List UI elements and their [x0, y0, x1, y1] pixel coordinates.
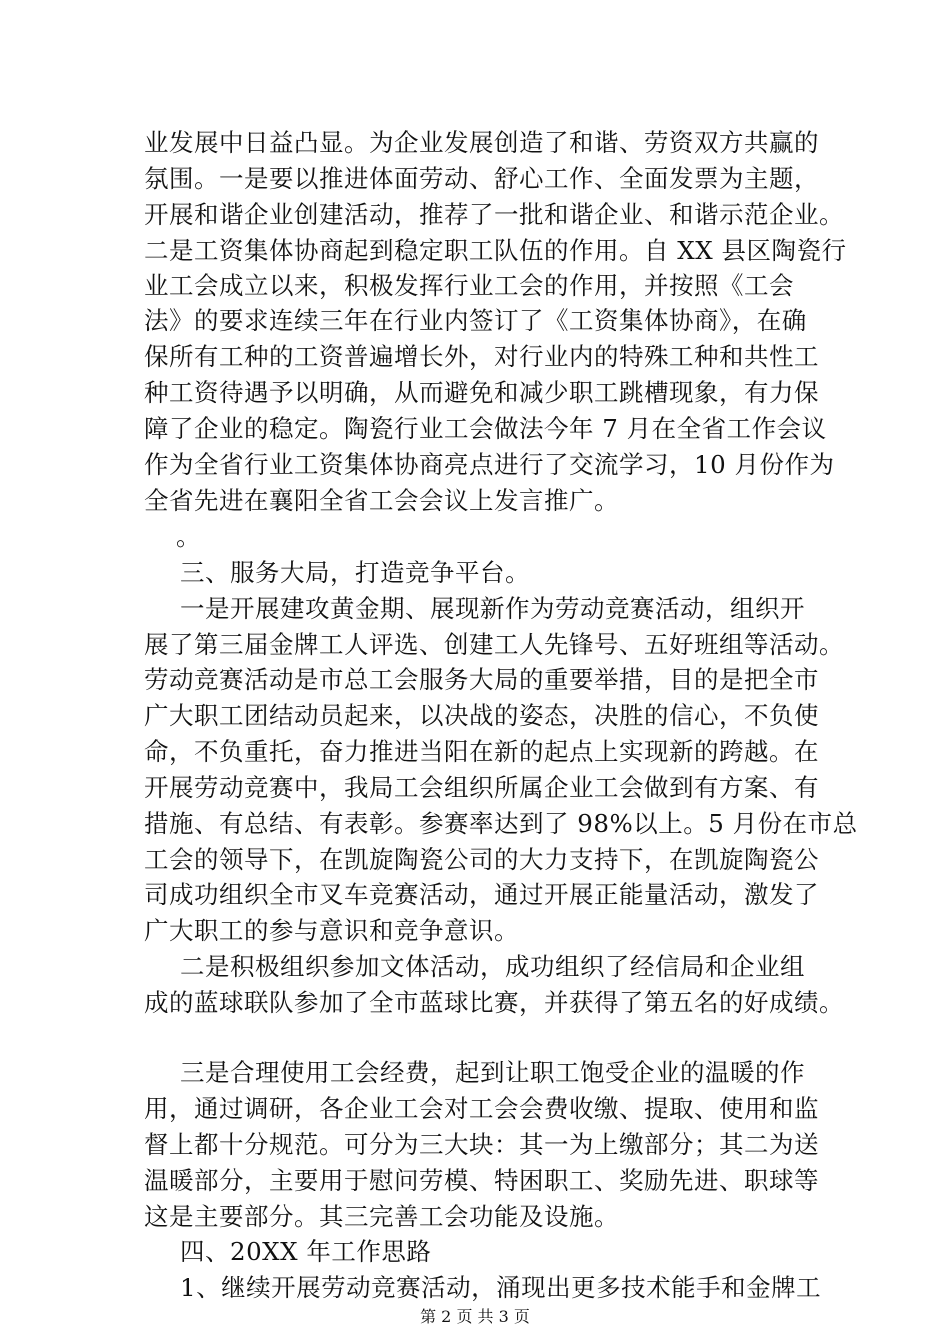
paragraph-line: 保所有工种的工资普遍增长外，对行业内的特殊工种和共性工 [144, 342, 819, 371]
paragraph-line: 这是主要部分。其三完善工会功能及设施。 [144, 1202, 619, 1231]
paragraph-line: 劳动竞赛活动是市总工会服务大局的重要举措，目的是把全市 [144, 665, 819, 694]
paragraph-line: 作为全省行业工资集体协商亮点进行了交流学习，10 月份作为 [144, 450, 835, 479]
paragraph-line: 障了企业的稳定。陶瓷行业工会做法今年 7 月在全省工作会议 [144, 414, 827, 443]
paragraph-line: 温暖部分，主要用于慰问劳模、特困职工、奖励先进、职球等 [144, 1166, 819, 1195]
paragraph-line: 措施、有总结、有表彰。参赛率达到了 98%以上。5 月份在市总 [144, 809, 858, 838]
paragraph-line: 种工资待遇予以明确，从而避免和减少职工跳槽现象，有力保 [144, 378, 819, 407]
paragraph-line: 督上都十分规范。可分为三大块：其一为上缴部分；其二为送 [144, 1130, 819, 1159]
paragraph-line: 开展劳动竞赛中，我局工会组织所属企业工会做到有方案、有 [144, 773, 819, 802]
paragraph-line: 业工会成立以来，积极发挥行业工会的作用，并按照《工会 [144, 271, 794, 300]
paragraph-line: 氛围。一是要以推进体面劳动、舒心工作、全面发票为主题， [144, 164, 819, 193]
paragraph-line: 广大职工的参与意识和竞争意识。 [144, 916, 519, 945]
paragraph-line: 二是积极组织参加文体活动，成功组织了经信局和企业组 [180, 952, 805, 981]
paragraph-line: 用，通过调研，各企业工会对工会会费收缴、提取、使用和监 [144, 1094, 819, 1123]
stray-period: 。 [176, 522, 201, 551]
paragraph-line: 广大职工团结动员起来，以决战的姿态，决胜的信心，不负使 [144, 701, 819, 730]
paragraph-line: 全省先进在襄阳全省工会会议上发言推广。 [144, 486, 619, 515]
paragraph-line: 工会的领导下，在凯旋陶瓷公司的大力支持下，在凯旋陶瓷公 [144, 845, 819, 874]
paragraph-line: 二是工资集体协商起到稳定职工队伍的作用。自 XX 县区陶瓷行 [144, 236, 847, 265]
paragraph-line: 业发展中日益凸显。为企业发展创造了和谐、劳资双方共赢的 [144, 128, 819, 157]
paragraph-line: 司成功组织全市叉车竞赛活动，通过开展正能量活动，激发了 [144, 880, 819, 909]
paragraph-line: 展了第三届金牌工人评选、创建工人先锋号、五好班组等活动。 [144, 630, 844, 659]
section-heading: 三、服务大局，打造竞争平台。 [180, 558, 530, 587]
paragraph-line: 成的蓝球联队参加了全市蓝球比赛，并获得了第五名的好成绩。 [144, 988, 844, 1017]
paragraph-line: 三是合理使用工会经费，起到让职工饱受企业的温暖的作 [180, 1058, 805, 1087]
paragraph-line: 法》的要求连续三年在行业内签订了《工资集体协商》，在确 [144, 306, 807, 335]
paragraph-line: 1、继续开展劳动竞赛活动，涌现出更多技术能手和金牌工 [180, 1273, 822, 1302]
paragraph-line: 开展和谐企业创建活动，推荐了一批和谐企业、和谐示范企业。 [144, 200, 844, 229]
page-number-footer: 第 2 页 共 3 页 [420, 1307, 530, 1326]
section-heading: 四、20XX 年工作思路 [180, 1237, 432, 1266]
paragraph-line: 命，不负重托，奋力推进当阳在新的起点上实现新的跨越。在 [144, 737, 819, 766]
paragraph-line: 一是开展建攻黄金期、展现新作为劳动竞赛活动，组织开 [180, 594, 805, 623]
